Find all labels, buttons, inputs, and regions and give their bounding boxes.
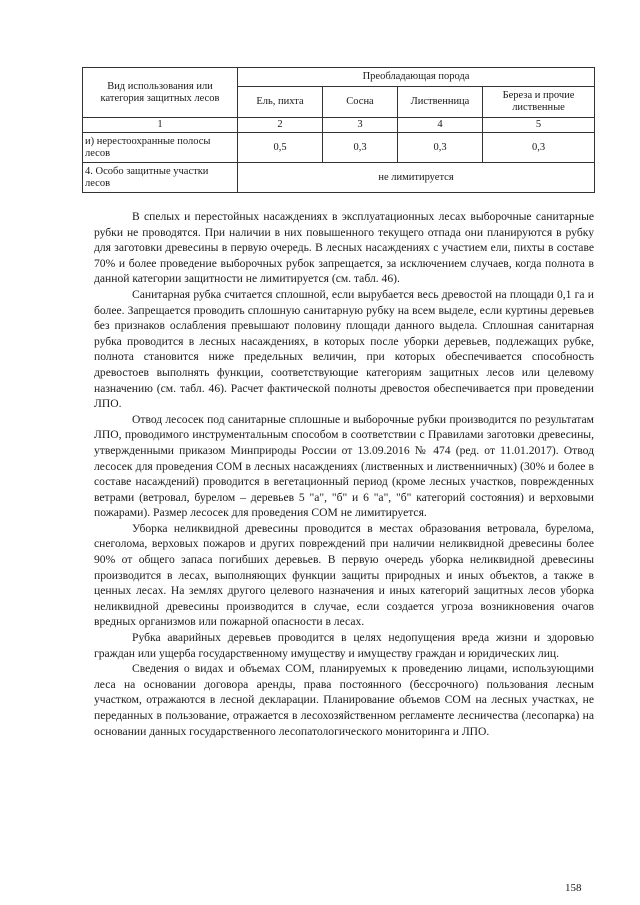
table-header-species: Сосна [323, 87, 398, 118]
body-text [94, 209, 594, 739]
table-header-species-group: Преобладающая порода [238, 68, 595, 87]
table-row-label: 4. Особо защитные участки лесов [83, 163, 238, 193]
paragraph: Рубка аварийных деревьев проводится в целях недопущения вреда жизни и здоровью граждан или ущерба государственному имуществу и имуществу граждан и юридических лиц. [94, 631, 594, 660]
density-norms-table [82, 67, 595, 193]
table-header-species: Береза и прочие лиственные [483, 87, 595, 118]
table-cell: 0,3 [323, 133, 398, 163]
table-row [83, 163, 595, 193]
table-column-number: 3 [323, 118, 398, 133]
table-column-number: 1 [83, 118, 238, 133]
table-column-number: 4 [398, 118, 483, 133]
table-header-species: Лиственница [398, 87, 483, 118]
table-column-number: 2 [238, 118, 323, 133]
table-header-usage-type: Вид использования или категория защитных лесов [83, 68, 238, 118]
table-cell: 0,3 [398, 133, 483, 163]
table-header-species: Ель, пихта [238, 87, 323, 118]
page-number: 158 [565, 882, 582, 894]
table-merged-cell: не лимитируется [238, 163, 595, 193]
table-column-number: 5 [483, 118, 595, 133]
paragraph: Санитарная рубка считается сплошной, если вырубается весь древостой на площади 0,1 га и более. Запрещается проводить сплошную санитарную рубку на всем выделе, если куртины деревьев без признаков ослабления превышают половину площади данного выдела. Сплошная санитарная рубка проводится в лесных насаждениях, в которых после уборки деревьев, подлежащих рубке, полнота становится ниже предельных величин, при которых обеспечивается способность древостоев выполнять функции, соответствующие категориям защитных лесов или целевому назначению (см. табл. 46). Расчет фактической полноты древостоя обеспечивается при проведении ЛПО. [94, 287, 594, 411]
paragraph: В спелых и перестойных насаждениях в эксплуатационных лесах выборочные санитарные рубки не проводятся. При наличии в них повышенного текущего отпада они планируются в рубку для заготовки древесины в первую очередь. В лесных насаждениях с участием ели, пихты в составе 70% и более проведение выборочных рубок запрещается, за исключением случаев, когда полнота в данной категории защитности не лимитируется (см. табл. 46). [94, 210, 594, 286]
paragraph: Сведения о видах и объемах СОМ, планируемых к проведению лицами, использующими леса на основании договора аренды, права постоянного (бессрочного) пользования лесным участком, отражаются в лесной декларации. Планирование объемов СОМ на лесных участках, не переданных в пользование, отражается в лесохозяйственном регламенте лесничества (лесопарка) на основании данных государственного лесопатологического мониторинга и ЛПО. [94, 662, 594, 738]
paragraph: Уборка неликвидной древесины проводится в местах образования ветровала, бурелома, снеголома, верховых пожаров и других повреждений при наличии неликвидной древесины более 90% от общего запаса погибших деревьев. В первую очередь уборка неликвидной древесины производится в лесах, выполняющих функции защиты природных и иных объектов, а также в ценных лесах. На землях другого целевого назначения и иных категорий защитных лесов уборка неликвидной древесины производится в случае, если создается угроза возникновения очагов вредных организмов или пожарной опасности в лесах. [94, 521, 594, 629]
table-cell: 0,3 [483, 133, 595, 163]
table-cell: 0,5 [238, 133, 323, 163]
paragraph: Отвод лесосек под санитарные сплошные и выборочные рубки производится по результатам ЛПО, проводимого инструментальным способом в соответствии с Правилами заготовки древесины, утвержденными приказом Минприроды России от 13.09.2016 № 474 (ред. от 11.01.2017). Отвод лесосек для проведения СОМ в лесных насаждениях (лиственных и лиственничных) (30% и более в составе насаждений) проводится в вегетационный период (кроме лесных участков, поврежденных ветрами (ветровал, бурелом – деревьев 5 "а", "б" и 6 "а", "б" категорий состояния) и верховыми пожарами). Размер лесосек для проведения СОМ не лимитируется. [94, 412, 594, 520]
table-row-label: и) нерестоохранные полосы лесов [83, 133, 238, 163]
table-row [83, 133, 595, 163]
